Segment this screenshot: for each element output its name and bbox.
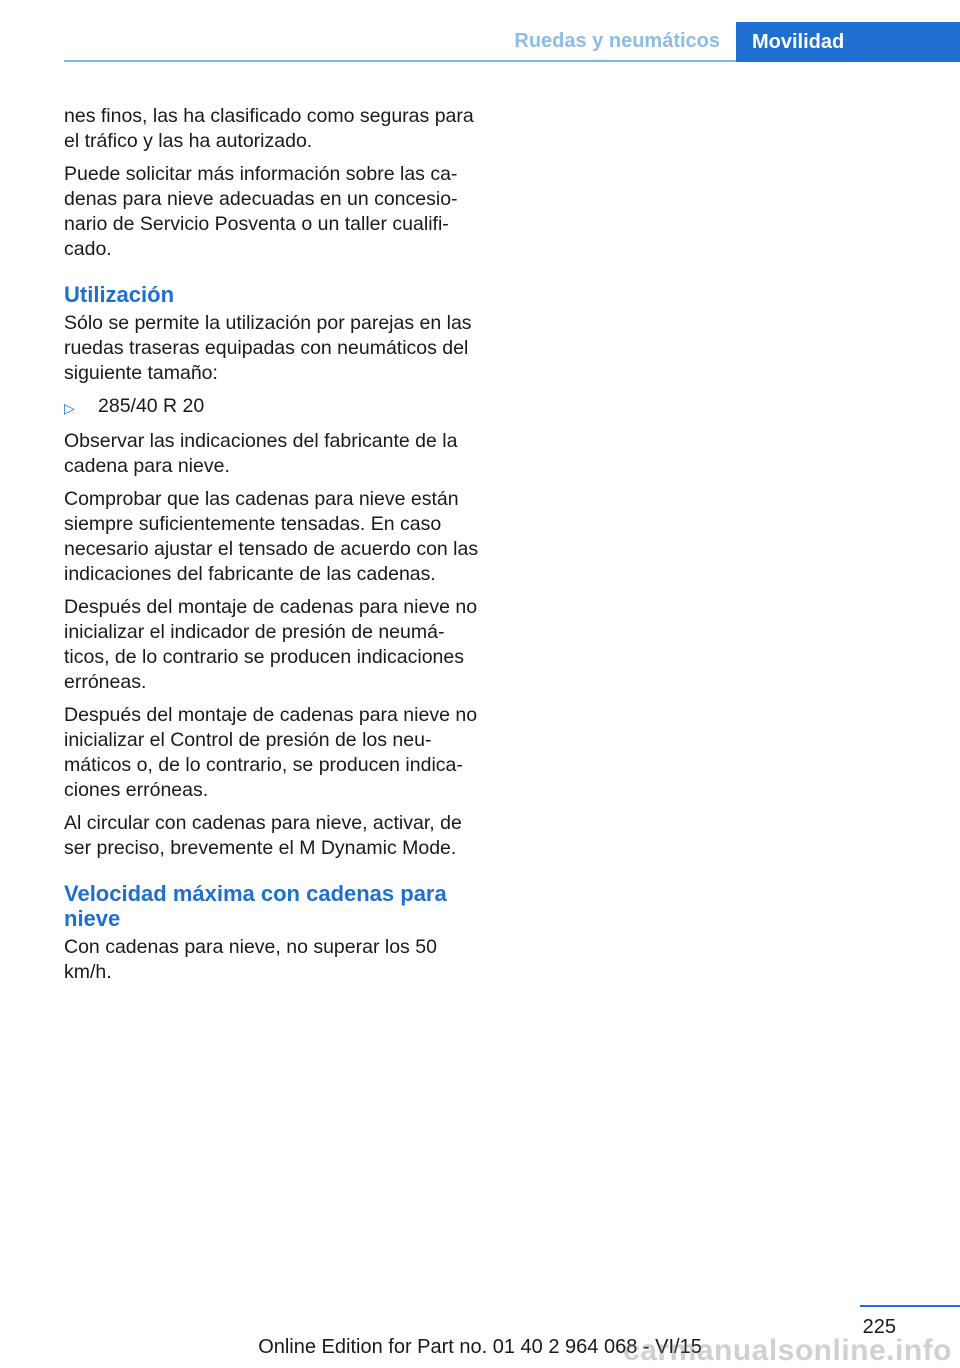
footer-edition: Online Edition for Part no. 01 40 2 964 068 - VI/15 <box>258 1336 702 1358</box>
page-number: 225 <box>862 1316 896 1338</box>
paragraph: Al circular con cadenas para nieve, activar, de ser preciso, brevemente el M Dynamic Mode. <box>64 812 462 859</box>
watermark: carmanualsonline.info <box>623 1334 952 1367</box>
page-content <box>64 104 480 993</box>
paragraph: Con cadenas para nieve, no superar los 50 km/h. <box>64 936 437 983</box>
section-heading-utilizacion: Utilización <box>64 282 175 307</box>
paragraph: Puede solicitar más información sobre las ca‐ denas para nieve adecuadas en un concesio‐ nario de Servicio Posventa o un taller cualifi‐ cado. <box>64 163 458 260</box>
footer-rule <box>860 1305 960 1307</box>
section-heading-velocidad: Velocidad máxima con cadenas para nieve <box>64 881 447 931</box>
paragraph: Después del montaje de cadenas para nieve no inicializar el indicador de presión de neumá‐ ticos, de lo contrario se producen indicaciones erróneas. <box>64 596 478 693</box>
paragraph: Comprobar que las cadenas para nieve están siempre suficientemente tensadas. En caso necesario ajustar el tensado de acuerdo con las indicaciones del fabricante de las cadenas. <box>64 488 479 585</box>
list-item <box>64 394 480 421</box>
paragraph: Observar las indicaciones del fabricante de la cadena para nieve. <box>64 430 458 477</box>
header-chapter-tab: Movilidad <box>736 22 960 62</box>
list-item-text: 285/40 R 20 <box>98 395 205 417</box>
header-section-title: Ruedas y neumáticos <box>514 30 720 52</box>
triangle-bullet-icon: ▷ <box>64 400 75 416</box>
paragraph: Sólo se permite la utilización por parejas en las ruedas traseras equipadas con neumáticos del siguiente tamaño: <box>64 312 472 384</box>
paragraph: Después del montaje de cadenas para nieve no inicializar el Control de presión de los neu‐ máticos o, de lo contrario, se producen indica‐ ciones erróneas. <box>64 704 478 801</box>
paragraph: nes finos, las ha clasificado como seguras para el tráfico y las ha autorizado. <box>64 105 474 152</box>
